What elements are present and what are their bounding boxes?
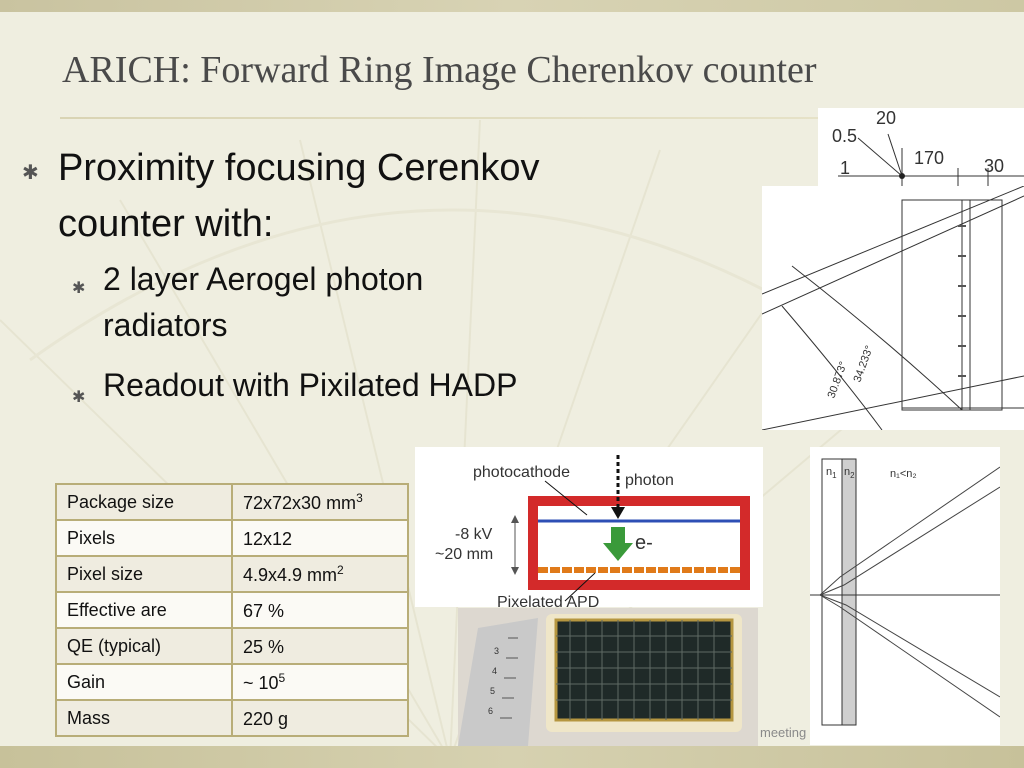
ruler-mark-6: 6 [488,706,494,716]
sub-bullet-aerogel: 2 layer Aerogel photon radiators [103,261,424,343]
bottom-decor-bar [0,746,1024,768]
spec-value-superscript: 5 [278,670,286,685]
angle-label-34233: 34.233° [851,343,876,384]
spec-label: Package size [56,484,232,520]
title-divider [60,117,840,119]
refraction-diagram [810,447,1000,745]
spec-value-text: 12x12 [243,528,293,549]
spec-value [232,520,408,556]
spec-row [56,484,408,520]
ruler-mark-4: 4 [492,666,498,676]
slide-title: ARICH: Forward Ring Image Cherenkov counter [62,49,817,91]
dim-label-30: 30 [984,156,1005,176]
ruler-mark-5: 5 [490,686,496,696]
refraction-condition: n₁<n₂ [890,468,917,480]
spec-label: Mass [56,700,232,736]
angle-label-30873: 30.873° [825,359,850,400]
spec-row [56,520,408,556]
spec-label: Effective are [56,592,232,628]
spec-value-text: 4.9x4.9 mm [243,564,338,585]
spec-value [232,556,408,592]
photon-label: photon [625,472,674,489]
ruler-mark-3: 3 [494,646,500,656]
sub-bullet-readout: Readout with Pixilated HADP [103,367,518,403]
spec-label: Pixels [56,520,232,556]
gap-label: ~20 mm [435,546,494,563]
arich-geometry-drawing [762,186,1024,430]
footer-text: meeting [760,725,807,740]
spec-value-text: 67 % [243,600,285,621]
dim-label-0.5: 0.5 [832,126,858,146]
bullet-main-text: Proximity focusing Cerenkov counter with: [58,147,540,245]
photocathode-label: photocathode [473,464,570,481]
spec-value [232,592,408,628]
spec-value-superscript: 2 [337,562,344,577]
asterisk-bullet-icon: ✱ [72,280,86,297]
hapd-spec-table [55,483,409,737]
hapd-schematic [415,447,763,607]
dim-label-20: 20 [876,108,897,128]
hapd-photo [458,608,758,746]
dim-label-1: 1 [840,158,851,178]
asterisk-bullet-icon: ✱ [72,389,86,406]
dim-label-170: 170 [914,148,945,168]
spec-value-text: ~ 10 [243,672,279,693]
spec-label: QE (typical) [56,628,232,664]
voltage-label: -8 kV [455,526,493,543]
top-decor-bar [0,0,1024,12]
spec-row [56,556,408,592]
spec-value-superscript: 3 [356,490,363,505]
spec-value [232,664,408,700]
spec-value-text: 72x72x30 mm [243,492,357,513]
spec-row [56,628,408,664]
drawing-dimensions-image [818,108,1024,188]
spec-row [56,700,408,736]
spec-label: Gain [56,664,232,700]
spec-label: Pixel size [56,556,232,592]
spec-value [232,484,408,520]
spec-value-text: 220 g [243,708,289,729]
asterisk-bullet-icon: ✱ [22,162,39,184]
spec-value [232,700,408,736]
pixelated-apd-label: Pixelated APD [497,594,600,607]
spec-value [232,628,408,664]
n2-label: $n_2$ [844,466,855,480]
spec-value-text: 25 % [243,636,285,657]
electron-label: e- [635,532,653,554]
spec-row [56,664,408,700]
n1-label: $n_1$ [826,466,837,480]
spec-row [56,592,408,628]
